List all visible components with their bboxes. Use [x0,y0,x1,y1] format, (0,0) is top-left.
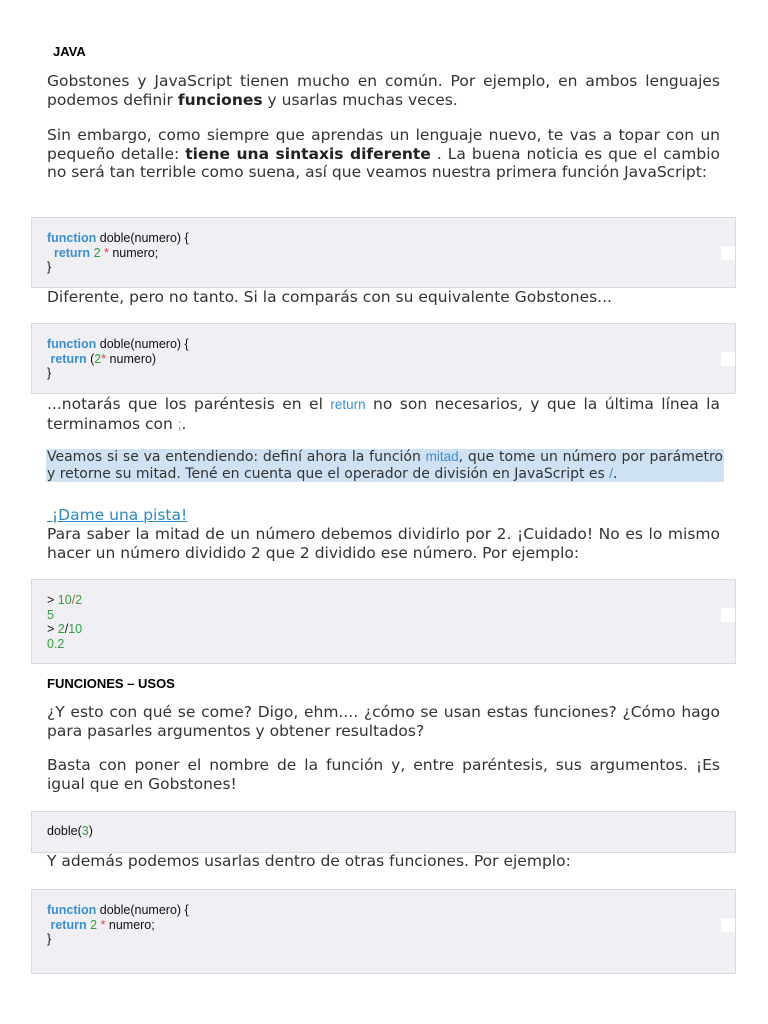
number: 3 [81,824,89,838]
code-text: doble( [47,824,82,838]
text: y usarlas muchas veces. [262,90,458,109]
inline-code: return [330,397,366,412]
number: 2 [75,593,83,607]
code-content [47,593,82,651]
code-text: numero; [105,917,155,932]
number: 2 [57,622,65,636]
code-content [47,903,189,947]
code-block-nested-function [31,889,736,974]
inline-code: mitad [425,449,459,464]
hint-link[interactable]: ¡Dame una pista! [47,506,188,524]
operator: * [104,245,109,260]
number: 10 [68,622,83,636]
bold-text: funciones [177,90,263,109]
text: Gobstones y JavaScript tienen mucho en común. Por ejemplo, en ambos lenguajes podemos definir [47,72,720,109]
code-text: } [47,260,52,274]
keyword: return [53,245,91,260]
keyword: return [50,351,87,366]
text: , que tome un número por parámetro y retorne su mitad. Tené en cuenta que el operador de división en JavaScript es [47,449,723,482]
text: Veamos si se va entendiendo: definí ahora la función [47,449,426,465]
keyword: function [47,903,97,917]
prompt: > [47,593,58,607]
code-text: } [47,932,52,946]
code-block-call [31,811,736,853]
code-text: doble(numero) { [96,231,189,245]
code-text: ( [86,351,95,366]
bold-text: tiene una sintaxis diferente [185,144,431,163]
text: . [181,414,187,433]
code-text: } [47,366,52,380]
inline-code: ; [177,416,182,432]
code-text: doble(numero) { [96,903,189,917]
number: 5 [47,607,54,622]
nested-usage-paragraph: Y además podemos usarlas dentro de otras funciones. Por ejemplo: [47,852,571,870]
compare-paragraph: Diferente, pero no tanto. Si la comparás con su equivalente Gobstones... [47,288,612,306]
text: Sin embargo, como siempre que aprendas un lenguaje nuevo, te vas a topar con un pequeño detalle: [47,126,720,163]
operator: / [64,622,69,636]
code-text: numero) [106,351,157,366]
number: 2 [93,245,101,260]
text: . La buena noticia es que el cambio no será tan terrible como suena, así que veamos nuestra primera función JavaScript: [47,144,720,181]
exercise-statement [46,449,724,482]
syntax-paragraph [47,126,720,182]
number: 10 [57,593,72,607]
code-block-js-function [31,217,736,288]
inline-code: / [609,465,614,481]
operator: * [100,917,106,932]
prompt: > [47,622,58,636]
code-content [47,337,189,381]
keyword: return [50,917,87,932]
intro-paragraph [47,72,720,109]
usage-answer-paragraph: Basta con poner el nombre de la función y, entre paréntesis, sus argumentos. ¡Es igual que en Gobstones! [47,756,720,793]
number: 0.2 [47,636,65,651]
code-content [47,824,93,839]
keyword: function [47,337,97,351]
code-content [47,231,189,275]
operator: / [71,593,76,607]
text: no son necesarios, y que la última línea la terminamos con [47,395,720,433]
section-title-java: JAVA [53,44,86,59]
usage-question-paragraph: ¿Y esto con qué se come? Digo, ehm.... ¿cómo se usan estas funciones? ¿Cómo hago para pasarles argumentos y obtener resultados? [47,703,720,740]
hint-paragraph: Para saber la mitad de un número debemos dividirlo por 2. ¡Cuidado! No es lo mismo hacer un número dividido 2 que 2 dividido ese número. Por ejemplo: [47,525,720,562]
code-text: numero; [108,245,159,260]
keyword: function [47,231,97,245]
code-block-console [31,579,736,664]
section-title-funciones-usos: FUNCIONES – USOS [47,676,175,691]
operator: * [101,351,107,366]
text: ...notarás que los paréntesis en el [47,395,331,413]
text: . [613,465,618,482]
number: 2 [90,917,98,932]
code-text: ) [88,824,93,838]
number: 2 [94,351,102,366]
code-block-gobstones [31,323,736,394]
code-text: doble(numero) { [96,337,189,351]
notes-paragraph [47,395,720,434]
